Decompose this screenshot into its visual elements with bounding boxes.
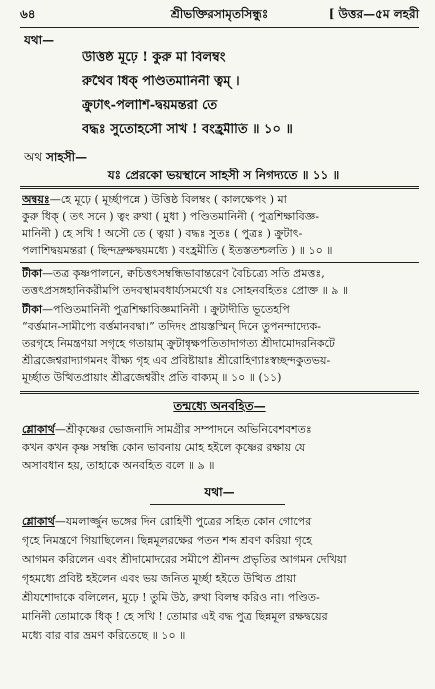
verse-line-1: উত্তিষ্ঠ মূঢ়ে ! কুরু মা বিলম্বং	[82, 51, 226, 65]
yatha-label: যথা—	[24, 33, 55, 47]
anvaya-line-4: পলাশিদ্বয়মন্তরা ( ছিন্দদ্রুক্ষদ্বয়মধ্যে ) বংহ্রমীতি ( ইতস্ততশ্চলতি ) ॥ ১০ ॥	[22, 244, 333, 257]
shlokartha1-line-3: অসাবধান হয়, তাহাকে অনবহিত বলে ॥ ৯ ॥	[22, 459, 215, 472]
anvaya-line-3: মানিনী ) হে সখি ! অসৌ তে ( ত্বয়া ) বদ্ধঃ সুতঃ ( পুত্রঃ ) ক্রুটাৎ-	[22, 227, 303, 240]
tika2-line-5: মূর্চ্ছাত উত্থিতপ্রায়াং শ্রীব্রজেশ্বরীং প্রতি বাক্যম্ ॥ ১০ ॥ (১১)	[22, 371, 282, 384]
tika1-line-1: টীকা—তত্র কৃষ্ণপালনে, ক্বচিত্তৎসম্বন্ধিভাবান্তরেণ বৈচিত্র্যে সতি প্রমত্তঃ,	[22, 267, 325, 280]
shlokartha2-line-1: শ্লোকার্থ—যমলার্জ্জুন ভঙ্গের দিন রোহিণী পুত্রের সহিত কোন গোপের	[22, 515, 312, 528]
anvaya-line-2: কুরু ধিক্ ( তৎ সনে ) ত্বং রুথা ( মুধা ) পণ্ডিতমানিনী ( পুত্রশিক্ষাবিজ্ঞ-	[22, 210, 319, 223]
shlokartha2-line-4: গৃহমধ্যে প্রবিষ্ট হইলেন এবং ভয় জনিত মূর্চ্ছা হইতে উত্থিত প্রায়া	[22, 572, 297, 585]
tika2-line-2: “বর্ত্তমান-সামীপ্যে বর্ত্তমানবদ্বা।” তদিদং প্রায়স্তস্মিন্ দিনে তুপনন্দাদ্যেক-	[22, 320, 321, 333]
section-title: [ উত্তর—৫ম লহরী	[328, 7, 419, 21]
book-title: শ্রীভক্তিরসামৃতসিন্ধুঃ	[170, 7, 269, 21]
page-number: ৬৪	[20, 7, 36, 21]
tika2-label: টীকা	[22, 303, 43, 316]
shlokartha1-line-2: কখন কখন কৃষ্ণ সম্বন্ধি কোন ভাবনায় মোহ হইলে কৃষ্ণের রক্ষায় যে	[22, 441, 306, 454]
anvaya-label: অন্বয়ঃ	[22, 193, 50, 206]
verse-line-2: রুথৈব ধিক্ পণ্ডিতমানিনী ত্বম্ ।	[82, 75, 240, 89]
verse-line-3: ক্রুটাৎ-পলাশি-দ্বয়মন্তরা তে	[82, 99, 218, 113]
atha-label: অথ	[24, 150, 43, 164]
atha-sahasi	[24, 150, 417, 164]
section-divider-2	[20, 262, 419, 263]
section-divider-3	[20, 391, 419, 394]
tika1-label: টীকা	[22, 267, 43, 280]
anvaya-line-1: অন্বয়ঃ—হে মূঢ়ে ( মূর্চ্ছাপন্নে ) উত্তিষ্ঠ বিলম্বং ( কালক্ষেপং ) মা	[22, 193, 287, 206]
tika1-line-2: তত্তৎপ্রসঙ্গহানিকরীমপি তদবস্থামবধার্য্যসমর্থো যঃ সোহনবহিতঃ প্রোক্ত ॥ ৯ ॥	[22, 284, 349, 297]
shlokartha2-line-7: মধ্যে বার বার ভ্রমণ করিতেছে ॥ ১০ ॥	[22, 629, 186, 642]
shlokartha1-line-1: শ্লোকার্থ—শ্রীকৃষ্ণের ভোজনাদি সামগ্রীর সম্পাদনে অভিনিবেশবশতঃ	[22, 423, 312, 436]
section-divider-1	[20, 186, 419, 189]
shlokartha2-line-3: আগমন করিলেন এবং শ্রীদামোদরের সমীপে শ্রীনন্দ প্রভৃতির আগমন দেখিয়া	[22, 553, 347, 566]
tika2-line-3: তরগৃহে নিমন্ত্রণয়া সগৃহে গতায়াম্ ক্রুটান্বৃক্ষপতিতাদাগত্য শ্রীদামোদরনিকটে	[22, 337, 335, 350]
page-header	[20, 6, 419, 26]
shlokartha2-line-6: মানিনী তোমাকে ধিক্ ! হে সখি ! তোমার এই বদ্ধ পুত্র ছিন্নমূল রক্ষদ্বয়ের	[22, 610, 328, 623]
shlokartha1-label: শ্লোকার্থ	[22, 423, 55, 436]
shlokartha2-label: শ্লোকার্থ	[22, 515, 55, 528]
sahasi-verse: যঃ প্রেরকো ভয়স্থানে সাহসী স নিগদ্যতে ॥ ১১ ॥	[107, 168, 340, 182]
header-rule	[20, 27, 419, 28]
yatha2-underline	[150, 504, 285, 505]
shlokartha2-line-2: গৃহে নিমন্ত্রণে গিয়াছিলেন। ছিন্নমূলরক্ষের পতন শব্দ শ্রবণ করিয়া গৃহে	[22, 534, 312, 547]
verse-line-4: বদ্ধঃ সুতোহসৌ সখি ! বংহ্রমীতি ॥ ১০ ॥	[82, 123, 293, 137]
sahasi-label: সাহসী—	[46, 150, 88, 164]
tika2-line-1: টীকা—পণ্ডিতমানিনী পুত্রশিক্ষাবিজ্ঞমানিনী । ক্রুটাদীতি ভূতেহপি	[22, 303, 290, 316]
yatha2-label: যথা—	[204, 485, 235, 499]
section-heading: তন্মধ্যে অনবহিত—	[173, 399, 266, 413]
tika2-line-4: শ্রীব্রজেশ্বরাদ্যাগমনং বীক্ষ্য গৃহ এব প্রবিষ্টায়াঃ শ্রীরোহিণ্যাঃস্বচ্ছন্দকুতভয়-	[22, 354, 331, 367]
shlokartha2-line-5: শ্রীযশোদাকে বলিলেন, মূঢ়ে ! তুমি উঠ, রুথা বিলম্ব করিও না। পণ্ডিত-	[22, 591, 320, 604]
